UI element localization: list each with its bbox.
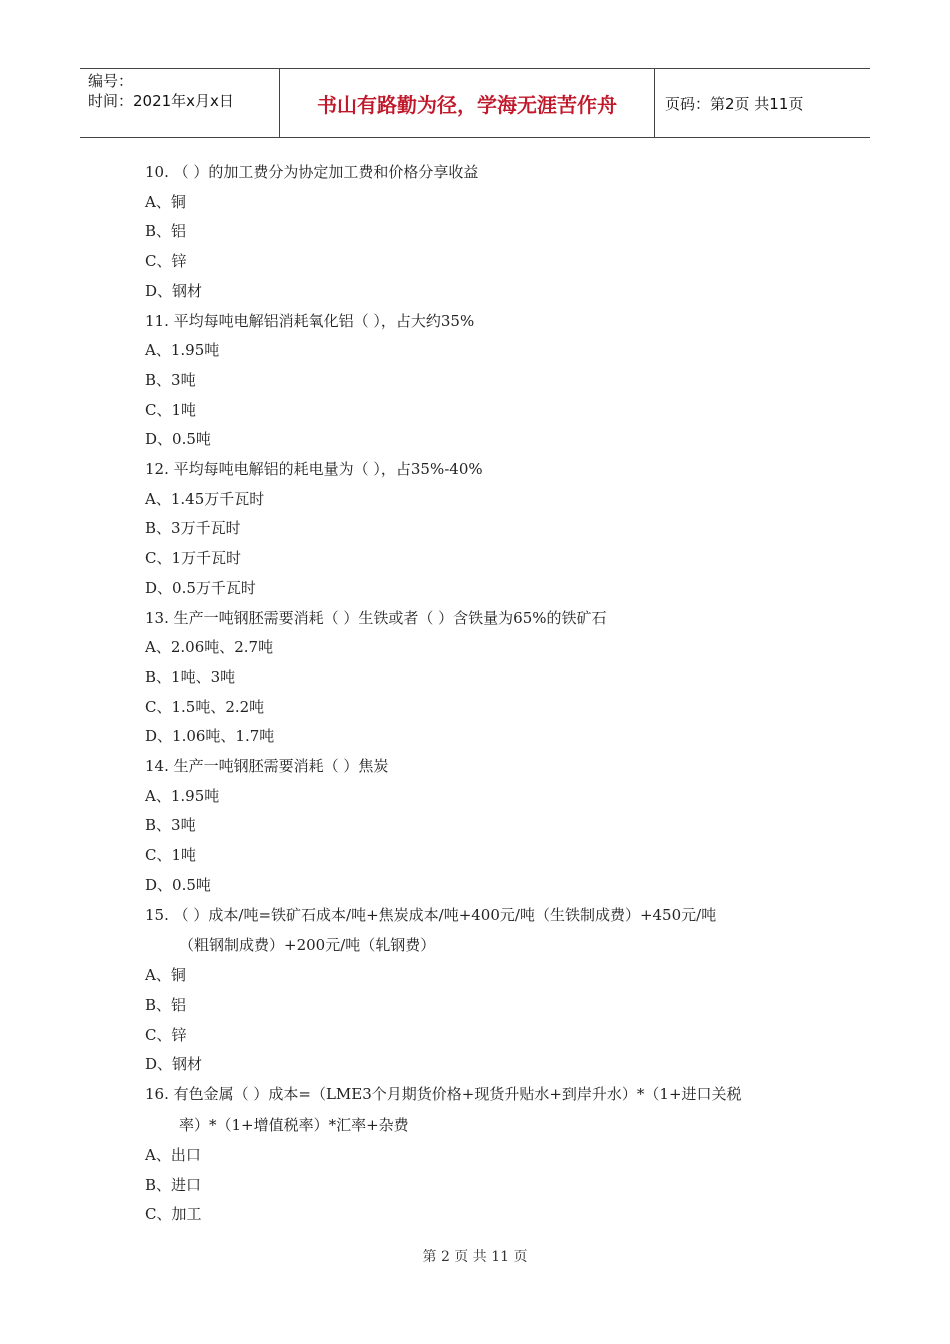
option: D、钢材 <box>145 1055 203 1074</box>
question-10: 10. （ ）的加工费分为协定加工费和价格分享收益 <box>145 163 479 181</box>
question-11: 11. 平均每吨电解铝消耗氧化铝（ ），占大约35% <box>145 311 475 330</box>
option: A、出口 <box>145 1145 201 1164</box>
option: A、1.45万千瓦时 <box>145 489 265 508</box>
header-motto: 书山有路勤为径，学海无涯苦作舟 <box>280 69 655 137</box>
question-list <box>145 158 825 1230</box>
page-header <box>80 68 870 138</box>
option: B、3吨 <box>145 816 196 835</box>
question-14: 14. 生产一吨钢胚需要消耗（ ）焦炭 <box>145 757 389 776</box>
option: B、铝 <box>145 995 187 1014</box>
option: C、1吨 <box>145 846 197 865</box>
option: B、1吨、3吨 <box>145 667 236 686</box>
option: D、0.5万千瓦时 <box>145 578 256 597</box>
option: C、锌 <box>145 252 187 271</box>
option: C、锌 <box>145 1025 187 1044</box>
option: B、铝 <box>145 222 187 241</box>
question-15: 15. （ ）成本/吨=铁矿石成本/吨+焦炭成本/吨+400元/吨（生铁制成费）+450元/吨 <box>145 905 717 924</box>
question-15-continuation: （粗钢制成费）+200元/吨（轧钢费） <box>179 936 436 955</box>
question-13: 13. 生产一吨钢胚需要消耗（ ）生铁或者（ ）含铁量为65%的铁矿石 <box>145 608 607 627</box>
question-16-continuation: 率）*（1+增值税率）*汇率+杂费 <box>179 1115 409 1134</box>
option: C、1.5吨、2.2吨 <box>145 697 265 716</box>
option: C、1万千瓦时 <box>145 549 242 568</box>
option: A、1.95吨 <box>145 341 220 360</box>
time-label: 时间：2021年x月x日 <box>88 92 234 110</box>
option: A、1.95吨 <box>145 786 220 805</box>
page-footer: 第 2 页 共 11 页 <box>422 1249 528 1265</box>
option: D、钢材 <box>145 281 203 300</box>
option: A、铜 <box>145 966 186 985</box>
question-12: 12. 平均每吨电解铝的耗电量为（ ），占35%-40% <box>145 460 483 479</box>
question-16: 16. 有色金属（ ）成本=（LME3个月期货价格+现货升贴水+到岸升水）*（1+进口关税 <box>145 1085 742 1104</box>
option: A、2.06吨、2.7吨 <box>145 638 274 657</box>
option: B、进口 <box>145 1175 202 1194</box>
option: B、3万千瓦时 <box>145 519 241 538</box>
number-label: 编号： <box>88 72 134 90</box>
option: D、0.5吨 <box>145 875 211 894</box>
header-meta <box>80 69 280 137</box>
option: B、3吨 <box>145 370 196 389</box>
option: C、1吨 <box>145 400 197 419</box>
option: D、1.06吨、1.7吨 <box>145 727 275 746</box>
header-page-info: 页码：第2页 共11页 <box>665 94 804 113</box>
option: C、加工 <box>145 1205 202 1224</box>
option: A、铜 <box>145 192 186 211</box>
option: D、0.5吨 <box>145 430 211 449</box>
